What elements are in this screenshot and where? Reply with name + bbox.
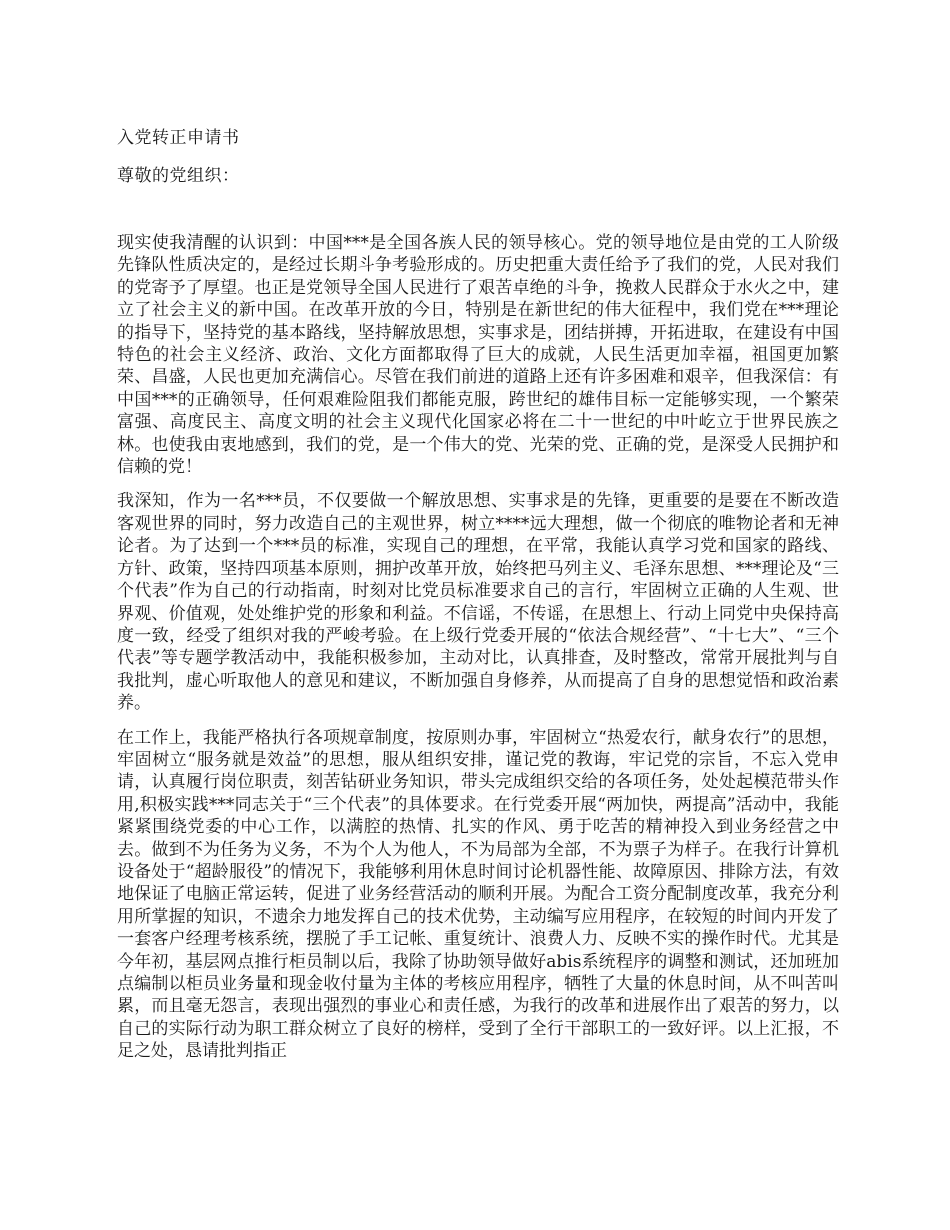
salutation: 尊敬的党组织： — [117, 166, 240, 186]
paragraph-party-leadership: 现实使我清醒的认识到：中国***是全国各族人民的领导核心。党的领导地位是由党的工人阶级先锋队性质决定的，是经过长期斗争考验形成的。历史把重大责任给予了我们的党，人民对我们的党寄予了厚望。也正是党领导全国人民进行了艰苦卓绝的斗争，挽救人民群众于水火之中，建立了社会主义的新中国。在改革开放的今日，特别是在新世纪的伟大征程中，我们党在***理论的指导下，坚持党的基本路线，坚持解放思想，实事求是，团结拼搏，开拓进取，在建设有中国特色的社会主义经济、政治、文化方面都取得了巨大的成就，人民生活更加幸福，祖国更加繁荣、昌盛，人民也更加充满信心。尽管在我们前进的道路上还有许多困难和艰辛，但我深信：有中国***的正确领导，任何艰难险阻我们都能克服，跨世纪的雄伟目标一定能够实现，一个繁荣富强、高度民主、高度文明的社会主义现代化国家必将在二十一世纪的中叶屹立于世界民族之林。也使我由衷地感到，我们的党，是一个伟大的党、光荣的党、正确的党，是深受人民拥护和信赖的党！ — [117, 233, 839, 478]
document-body — [117, 232, 839, 1075]
paragraph-work-performance: 在工作上，我能严格执行各项规章制度，按原则办事，牢固树立“热爱农行，献身农行”的思想，牢固树立“服务就是效益”的思想，服从组织安排，谨记党的教诲，牢记党的宗旨，不忘入党申请，认真履行岗位职责，刻苦钻研业务知识，带头完成组织交给的各项任务，处处起模范带头作用,积极实践***同志关于“三个代表”的具体要求。在行党委开展“两加快，两提高”活动中，我能紧紧围绕党委的中心工作，以满腔的热情、扎实的作风、勇于吃苦的精神投入到业务经营之中去。做到不为任务为义务，不为个人为他人，不为局部为全部，不为票子为样子。在我行计算机设备处于“超龄服役”的情况下，我能够利用休息时间讨论机器性能、故障原因、排除方法，有效地保证了电脑正常运转，促进了业务经营活动的顺利开展。为配合工资分配制度改革，我充分利用所掌握的知识，不遗余力地发挥自己的技术优势，主动编写应用程序，在较短的时间内开发了一套客户经理考核系统，摆脱了手工记帐、重复统计、浪费人力、反映不实的操作时代。尤其是今年初，基层网点推行柜员制以后，我除了协助领导做好abis系统程序的调整和测试，还加班加点编制以柜员业务量和现金收付量为主体的考核应用程序，牺牲了大量的休息时间，从不叫苦叫累，而且毫无怨言，表现出强烈的事业心和责任感，为我行的改革和进展作出了艰苦的努力，以自己的实际行动为职工群众树立了良好的榜样，受到了全行干部职工的一致好评。以上汇报，不足之处，恳请批判指正 — [117, 727, 839, 1062]
document-title: 入党转正申请书 — [117, 128, 240, 148]
paragraph-self-improvement: 我深知，作为一名***员，不仅要做一个解放思想、实事求是的先锋，更重要的是要在不断改造客观世界的同时，努力改造自己的主观世界，树立****远大理想，做一个彻底的唯物论者和无神论者。为了达到一个***员的标准，实现自己的理想，在平常，我能认真学习党和国家的路线、方针、政策，坚持四项基本原则，拥护改革开放，始终把马列主义、毛泽东思想、***理论及“三个代表”作为自己的行动指南，时刻对比党员标准要求自己的言行，牢固树立正确的人生观、世界观、价值观，处处维护党的形象和利益。不信谣，不传谣，在思想上、行动上同党中央保持高度一致，经受了组织对我的严峻考验。在上级行党委开展的“依法合规经营”、“十七大”、“三个代表”等专题学教活动中，我能积极参加，主动对比，认真排查，及时整改，常常开展批判与自我批判，虚心听取他人的意见和建议，不断加强自身修养，从而提高了自身的思想觉悟和政治素养。 — [117, 491, 839, 714]
